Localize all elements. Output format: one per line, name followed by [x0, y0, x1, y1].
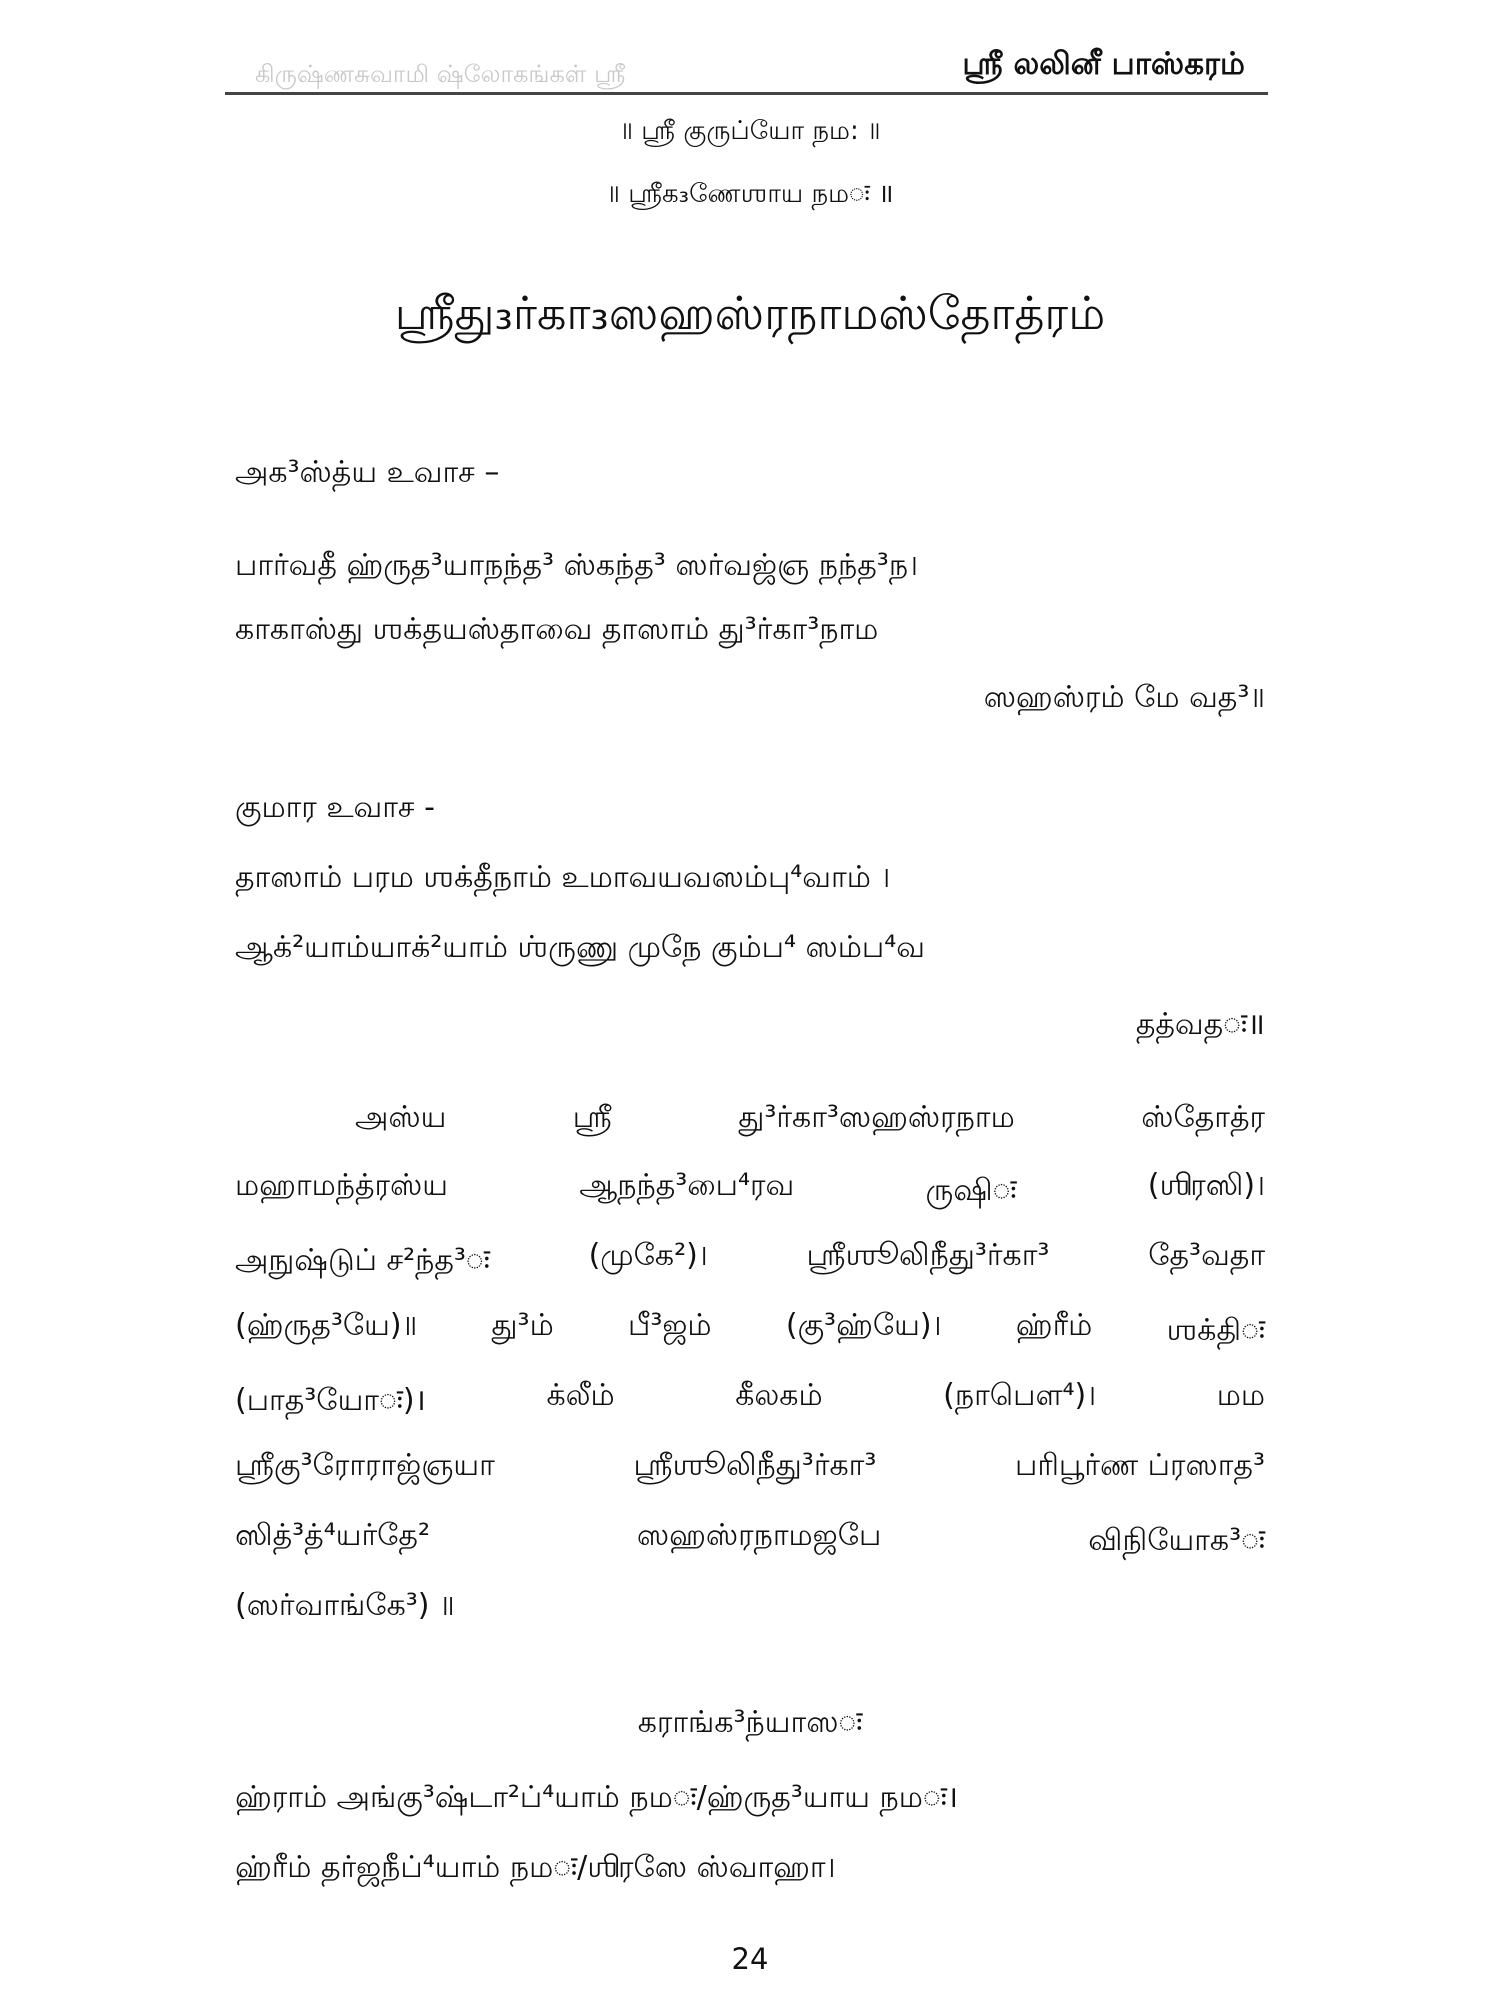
viniyoga-word: ஶக்திः [1166, 1313, 1265, 1348]
viniyoga-word: (பாத³யோः)। [235, 1383, 426, 1418]
viniyoga-word: ஸ்ரீஶூலிநீது³ர்கா³ [806, 1238, 1050, 1273]
viniyoga-word: ருஷிः [925, 1173, 1017, 1208]
viniyoga-word: (நாபௌ⁴)। [943, 1378, 1097, 1413]
viniyoga-word: பரிபூர்ண ப்ரஸாத³ [1015, 1448, 1265, 1483]
viniyoga-word: ஸித்³த்⁴யர்தே² [235, 1518, 430, 1553]
viniyoga-word: அஸ்ய [355, 1100, 447, 1135]
viniyoga-word: க்லீம் [546, 1378, 615, 1413]
verse-line: தத்வதः॥ [1135, 1007, 1265, 1042]
viniyoga-word: து³ர்கா³ஸஹஸ்ரநாம [738, 1100, 1015, 1135]
viniyoga-word: து³ம் [491, 1308, 554, 1343]
viniyoga-word: ஸஹஸ்ரநாமஜபே [636, 1518, 882, 1553]
viniyoga-line [235, 1518, 1265, 1562]
viniyoga-word: விநியோக³ः [1088, 1523, 1265, 1558]
viniyoga-word: (ஶிரஸி)। [1147, 1168, 1265, 1203]
page-number: 24 [731, 1942, 769, 1976]
viniyoga-word: ஸ்ரீ [572, 1100, 612, 1135]
viniyoga-line [235, 1448, 1265, 1487]
nyasa-line: ஹ்ராம் அங்கு³ஷ்டா²ப்⁴யாம் நமः/ஹ்ருத³யாய நமः। [235, 1780, 959, 1815]
viniyoga-word: ஸ்தோத்ர [1141, 1100, 1265, 1135]
viniyoga-word: (ஹ்ருத³யே)॥ [235, 1308, 418, 1343]
verse-line: ஆக்²யாம்யாக்²யாம் ஶ்ருணு முநே கும்ப⁴ ஸம்ப⁴வ [235, 930, 925, 965]
kumara-heading: குமார உவாச - [235, 790, 435, 825]
invocation-ganesha: ॥ ஸ்ரீக₃ணேஶாய நமः ॥ [606, 179, 894, 209]
header-rule [225, 92, 1268, 95]
viniyoga-line [235, 1378, 1265, 1422]
viniyoga-word: தே³வதா [1148, 1238, 1265, 1273]
viniyoga-line [355, 1100, 1265, 1139]
viniyoga-last-line: (ஸர்வாங்கே³) ॥ [235, 1588, 455, 1623]
viniyoga-line [235, 1168, 1265, 1212]
verse-line: பார்வதீ ஹ்ருத³யாநந்த³ ஸ்கந்த³ ஸர்வஜ்ஞ நந்த³ந। [235, 548, 918, 583]
running-header-title: ஸ்ரீ லலினீ பாஸ்கரம் [962, 46, 1245, 82]
viniyoga-word: (கு³ஹ்யே)। [785, 1308, 942, 1343]
viniyoga-word: கீலகம் [735, 1378, 823, 1413]
viniyoga-word: ஆநந்த³பை⁴ரவ [579, 1168, 795, 1203]
agastya-heading: அக³ஸ்த்ய உவாச – [235, 455, 500, 490]
viniyoga-line [235, 1238, 1265, 1282]
verse-line: ஸஹஸ்ரம் மே வத³॥ [983, 680, 1265, 715]
viniyoga-word: மம [1216, 1378, 1265, 1413]
viniyoga-line [235, 1308, 1265, 1352]
viniyoga-word: ஸ்ரீகு³ரோராஜ்ஞயா [235, 1448, 495, 1483]
viniyoga-word: ஹ்ரீம் [1015, 1308, 1093, 1343]
verse-line: தாஸாம் பரம ஶக்தீநாம் உமாவயவஸம்பு⁴வாம் । [235, 860, 891, 895]
nyasa-line: ஹ்ரீம் தர்ஜநீப்⁴யாம் நமः/ஶிரஸே ஸ்வாஹா। [235, 1850, 836, 1885]
viniyoga-word: மஹாமந்த்ரஸ்ய [235, 1168, 448, 1203]
viniyoga-word: ஸ்ரீஶூலிநீது³ர்கா³ [633, 1448, 877, 1483]
viniyoga-word: பீ³ஜம் [628, 1308, 712, 1343]
karanyasa-heading: கராங்க³ந்யாஸः [637, 1705, 863, 1740]
invocation-guru: ॥ ஸ்ரீ குருப்யோ நம: ॥ [619, 116, 881, 146]
viniyoga-word: அநுஷ்டுப் ச²ந்த³ः [235, 1243, 490, 1278]
page-title: ஸ்ரீது₃ர்கா₃ஸஹஸ்ரநாமஸ்தோத்ரம் [394, 286, 1106, 340]
verse-line: காகாஸ்து ஶக்தயஸ்தாவை தாஸாம் து³ர்கா³நாம [235, 612, 879, 647]
show-through-text: கிருஷ்ணசுவாமி ஷ்லோகங்கள் ஸ்ரீ [255, 60, 626, 88]
viniyoga-word: (முகே²)। [588, 1238, 708, 1273]
